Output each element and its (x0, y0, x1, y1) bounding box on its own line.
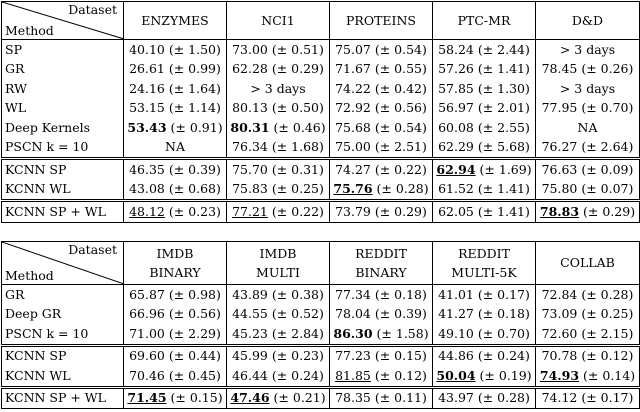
table-cell: 76.63 (± 0.09) (536, 159, 640, 180)
table-cell: 43.97 (± 0.28) (433, 387, 536, 409)
column-header-line: REDDIT (355, 245, 407, 261)
best-value: 53.43 (127, 119, 167, 135)
method-name: KCNN SP + WL (2, 387, 124, 409)
table-cell: 80.13 (± 0.50) (227, 99, 330, 119)
column-header (433, 242, 536, 285)
header-corner-cell (2, 2, 124, 40)
std-dev: (± 0.15) (166, 390, 223, 405)
table-row (2, 60, 640, 80)
table-cell: 71.00 (± 2.29) (124, 324, 227, 345)
std-dev: (± 1.58) (372, 325, 429, 341)
std-dev: (± 0.19) (475, 367, 532, 383)
table-cell: > 3 days (536, 40, 640, 60)
column-header-line: MULTI-5K (451, 265, 517, 280)
method-name: KCNN SP + WL (2, 201, 124, 223)
table-cell: 62.29 (± 5.68) (433, 138, 536, 159)
table-cell: 72.60 (± 2.15) (536, 324, 640, 345)
table-cell (124, 201, 227, 223)
table-cell: 77.95 (± 0.70) (536, 99, 640, 119)
table-cell: 43.08 (± 0.68) (124, 180, 227, 201)
table-row (2, 40, 640, 60)
best-value: 86.30 (333, 325, 373, 341)
table-cell: 71.67 (± 0.55) (330, 60, 433, 80)
table-cell: 56.97 (± 2.01) (433, 99, 536, 119)
second-best-value: 81.85 (335, 367, 371, 383)
table-cell: NA (536, 118, 640, 138)
method-name: PSCN k = 10 (2, 138, 124, 159)
std-dev: (± 0.21) (269, 390, 326, 405)
best-value: 74.93 (539, 367, 580, 383)
table-cell: 61.52 (± 1.41) (433, 180, 536, 201)
best-value: 47.46 (230, 390, 270, 405)
table-cell: 49.10 (± 0.70) (433, 324, 536, 345)
column-header: PROTEINS (330, 2, 433, 40)
column-header: ENZYMES (124, 2, 227, 40)
best-value: 62.94 (436, 161, 476, 177)
table-cell: 53.15 (± 1.14) (124, 99, 227, 119)
second-best-value: 48.12 (129, 203, 165, 219)
table-cell: 24.16 (± 1.64) (124, 79, 227, 99)
table-cell: 46.44 (± 0.24) (227, 366, 330, 387)
table-cell (330, 366, 433, 387)
column-header-line: IMDB (259, 245, 297, 261)
table-row (2, 366, 640, 387)
column-header (124, 242, 227, 285)
table-row (2, 345, 640, 366)
std-dev: (± 1.69) (475, 161, 532, 177)
table-cell: 57.85 (± 1.30) (433, 79, 536, 99)
table-cell: 73.09 (± 0.25) (536, 305, 640, 325)
method-name: Deep Kernels (2, 118, 124, 138)
table-cell: 75.00 (± 2.51) (330, 138, 433, 159)
best-value: 75.76 (333, 181, 373, 196)
column-header-line: BINARY (355, 265, 407, 280)
table-cell: 65.87 (± 0.98) (124, 285, 227, 305)
table-cell: 62.28 (± 0.29) (227, 60, 330, 80)
table-cell: 72.84 (± 0.28) (536, 285, 640, 305)
column-header-line: COLLAB (560, 255, 615, 271)
best-value: 78.83 (539, 203, 580, 219)
table-cell: 75.83 (± 0.25) (227, 180, 330, 201)
table-row (2, 180, 640, 201)
table-cell: 75.70 (± 0.31) (227, 159, 330, 180)
header-corner-cell (2, 242, 124, 285)
table-cell: 43.89 (± 0.38) (227, 285, 330, 305)
table-cell: 44.86 (± 0.24) (433, 345, 536, 366)
column-header: PTC-MR (433, 2, 536, 40)
table-cell: 58.24 (± 2.44) (433, 40, 536, 60)
table-row (2, 99, 640, 119)
table-cell: 74.12 (± 0.17) (536, 387, 640, 409)
table-cell: 75.68 (± 0.54) (330, 118, 433, 138)
std-dev: (± 0.91) (166, 119, 223, 135)
table-cell (227, 118, 330, 138)
results-table-2 (1, 241, 640, 409)
table-cell: 78.45 (± 0.26) (536, 60, 640, 80)
table-cell (227, 201, 330, 223)
table-cell: 76.27 (± 2.64) (536, 138, 640, 159)
table-cell: 73.00 (± 0.51) (227, 40, 330, 60)
method-name: GR (2, 285, 124, 305)
table-cell: 78.35 (± 0.11) (330, 387, 433, 409)
table-row (2, 285, 640, 305)
table-cell: > 3 days (227, 79, 330, 99)
column-header-line: IMDB (156, 245, 194, 261)
table-cell: 70.46 (± 0.45) (124, 366, 227, 387)
std-dev: (± 0.29) (579, 203, 636, 219)
std-dev: (± 0.14) (579, 367, 636, 383)
table-row (2, 159, 640, 180)
table-cell (330, 324, 433, 345)
table-row (2, 201, 640, 223)
results-table-1 (1, 1, 640, 223)
table-row (2, 387, 640, 409)
table-cell: 77.23 (± 0.15) (330, 345, 433, 366)
best-value: 50.04 (436, 367, 476, 383)
table-cell: 44.55 (± 0.52) (227, 305, 330, 325)
method-name: RW (2, 79, 124, 99)
method-name: KCNN SP (2, 159, 124, 180)
method-name: WL (2, 99, 124, 119)
column-header-line: REDDIT (458, 245, 510, 261)
second-best-value: 77.21 (232, 203, 268, 219)
table-cell: 40.10 (± 1.50) (124, 40, 227, 60)
column-header: NCI1 (227, 2, 330, 40)
table-cell: 72.92 (± 0.56) (330, 99, 433, 119)
table-row (2, 305, 640, 325)
column-header-line: MULTI (256, 265, 300, 280)
column-header-line: BINARY (149, 265, 201, 280)
table-row (2, 138, 640, 159)
table-cell: 76.34 (± 1.68) (227, 138, 330, 159)
table-cell (124, 118, 227, 138)
dataset-header-label: Dataset (68, 242, 117, 257)
best-value: 80.31 (230, 119, 270, 135)
table-cell: 74.27 (± 0.22) (330, 159, 433, 180)
table-cell: 75.80 (± 0.07) (536, 180, 640, 201)
method-name: KCNN WL (2, 366, 124, 387)
method-name: GR (2, 60, 124, 80)
table-cell: 45.23 (± 2.84) (227, 324, 330, 345)
table-cell (330, 180, 433, 201)
table-cell: 41.27 (± 0.18) (433, 305, 536, 325)
table-cell: 66.96 (± 0.56) (124, 305, 227, 325)
method-name: SP (2, 40, 124, 60)
table-cell (536, 366, 640, 387)
column-header (227, 242, 330, 285)
column-header (536, 242, 640, 285)
table-cell: 69.60 (± 0.44) (124, 345, 227, 366)
table-cell: 46.35 (± 0.39) (124, 159, 227, 180)
std-dev: (± 0.28) (372, 181, 429, 196)
column-header: D&D (536, 2, 640, 40)
method-name: KCNN SP (2, 345, 124, 366)
table-cell: 77.34 (± 0.18) (330, 285, 433, 305)
method-name: KCNN WL (2, 180, 124, 201)
table-cell: 57.26 (± 1.41) (433, 60, 536, 80)
table-cell: 78.04 (± 0.39) (330, 305, 433, 325)
table-cell: > 3 days (536, 79, 640, 99)
table-cell (536, 201, 640, 223)
std-dev: (± 0.22) (267, 203, 324, 219)
table-cell (433, 159, 536, 180)
std-dev: (± 0.23) (164, 203, 221, 219)
table-cell (433, 366, 536, 387)
method-name: PSCN k = 10 (2, 324, 124, 345)
table-row (2, 118, 640, 138)
dataset-header-label: Dataset (68, 2, 117, 17)
table-cell: 73.79 (± 0.29) (330, 201, 433, 223)
std-dev: (± 0.12) (370, 367, 427, 383)
table-cell: 75.07 (± 0.54) (330, 40, 433, 60)
table-row (2, 79, 640, 99)
table-cell: 70.78 (± 0.12) (536, 345, 640, 366)
table-cell (227, 387, 330, 409)
table-cell: 60.08 (± 2.55) (433, 118, 536, 138)
best-value: 71.45 (127, 390, 167, 405)
std-dev: (± 0.46) (269, 119, 326, 135)
table-cell: 62.05 (± 1.41) (433, 201, 536, 223)
method-name: Deep GR (2, 305, 124, 325)
method-header-label: Method (5, 22, 54, 38)
table-cell: 45.99 (± 0.23) (227, 345, 330, 366)
table-cell: 41.01 (± 0.17) (433, 285, 536, 305)
table-row (2, 324, 640, 345)
table-cell: 26.61 (± 0.99) (124, 60, 227, 80)
table-cell (124, 387, 227, 409)
table-cell: NA (124, 138, 227, 159)
column-header (330, 242, 433, 285)
method-header-label: Method (5, 267, 54, 283)
table-cell: 74.22 (± 0.42) (330, 79, 433, 99)
